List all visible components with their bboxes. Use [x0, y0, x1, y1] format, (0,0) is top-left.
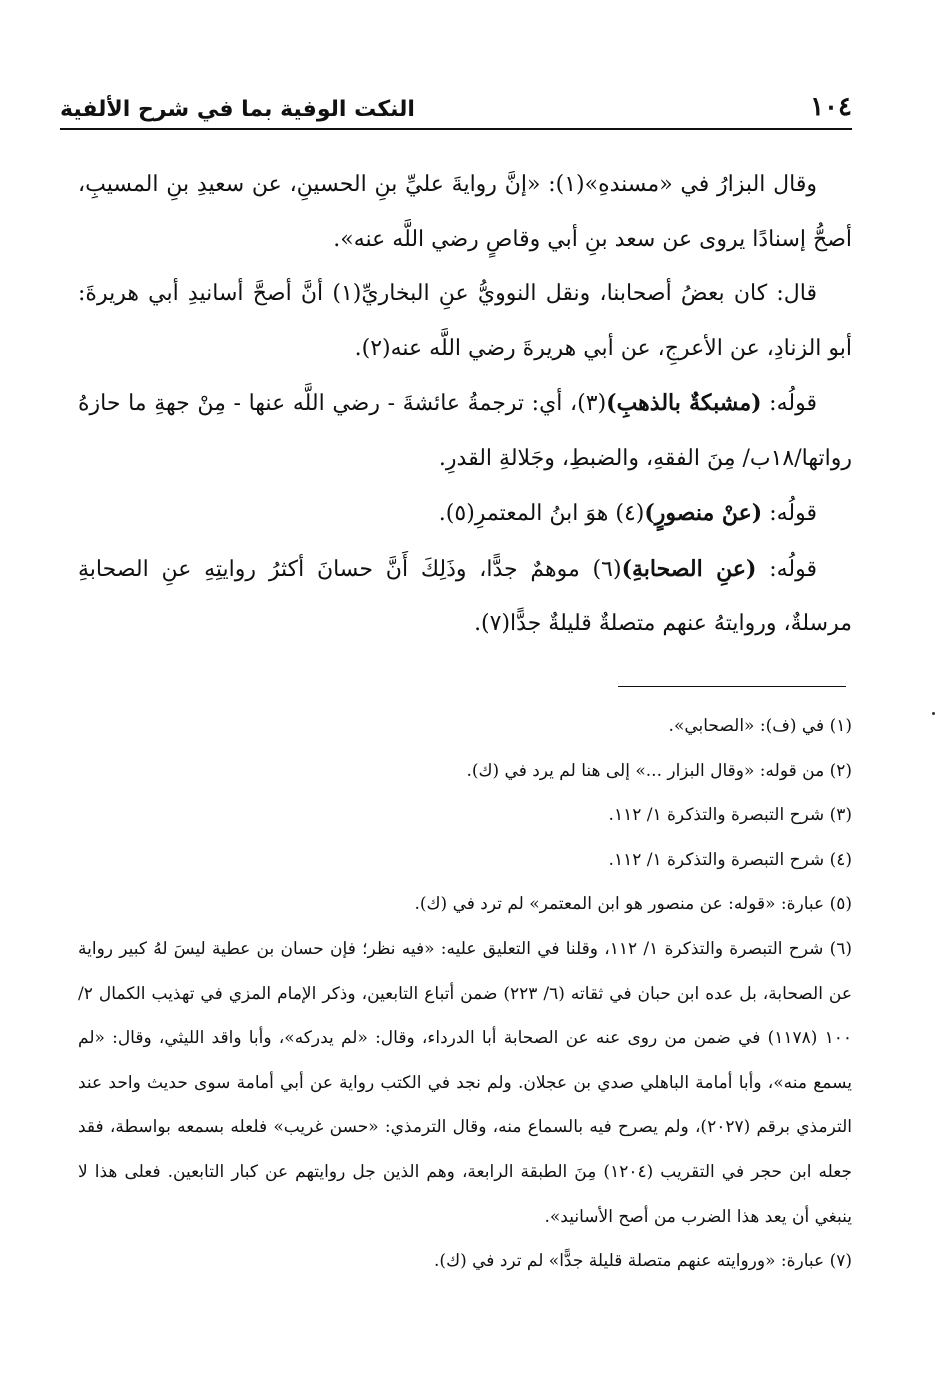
quote-lead: قولُه:	[761, 391, 817, 416]
footnote-2: (٢) من قوله: «وقال البزار ...» إلى هنا لم يرد في (ك).	[466, 760, 852, 781]
commentary-text: (٣)، أي: ترجمةُ عائشةَ - رضي اللَّه عنها - مِنْ جهةِ ما حازهُ رواتها/١٨ب/ مِنَ الفقهِ، والضبطِ، وجَلالةِ القدرِ.	[78, 391, 852, 471]
paragraph-sahaba	[78, 542, 852, 652]
commentary-text: (٤) هوَ ابنُ المعتمرِ(٥).	[438, 501, 645, 526]
footnote-3: (٣) شرح التبصرة والتذكرة ١/ ١١٢.	[608, 805, 852, 826]
quote-lead: قولُه:	[762, 501, 817, 526]
header-rule	[60, 128, 852, 130]
paragraph-mansur	[78, 486, 852, 542]
footnotes	[78, 704, 852, 1284]
footnote-5: (٥) عبارة: «قوله: عن منصور هو ابن المعتمر» لم ترد في (ك).	[414, 894, 852, 915]
footnote-1: (١) في (ف): «الصحابي».	[668, 716, 852, 736]
quoted-phrase: (مشبكةٌ بالذهبِ)	[606, 390, 762, 416]
footnote-6: (٦) شرح التبصرة والتذكرة ١/ ١١٢، وقلنا في التعليق عليه: «فيه نظر؛ فإن حسان بن عطية ليسَ لهُ كبير رواية عن الصحابة، بل عده ابن حبان في ثقاته (٦/ ٢٢٣) ضمن أتباع التابعين، وذكر الإمام المزي في تهذيب الكمال ٢/ ١٠٠ (١١٧٨) في ضمن من روى عنه عن الصحابة أبا الدرداء، وقال: «لم يدركه»، وأبا واقد الليثي، وقال: «لم يسمع منه»، وأبا أمامة الباهلي صدي بن عجلان. ولم نجد في الكتب رواية عن أبي أمامة سوى حديث واحد عند الترمذي برقم (٢٠٢٧)، ولم يصرح فيه بالسماع منه، وقال الترمذي: «حسن غريب» فلعله بسمعه بواسطة، فقد جعله ابن حجر في التقريب (١٢٠٤) مِنَ الطبقة الرابعة، وهم الذين جل روايتهم عن كبار التابعين. فعلى هذا لا ينبغي أن يعد هذا الضرب من أصح الأسانيد».	[78, 938, 853, 1227]
paragraph-abu-hurayra: قال: كان بعضُ أصحابنا، ونقل النوويُّ عنِ البخاريِّ(١) أنَّ أصحَّ أسانيدِ أبي هريرةَ: أبو الزنادِ، عن الأعرجِ، عن أبي هريرةَ رضي اللَّه عنه(٢).	[78, 281, 852, 361]
paragraph-aisha	[78, 376, 852, 486]
page-number: ١٠٤	[810, 92, 852, 122]
running-header	[60, 82, 852, 122]
book-title: النكت الوفية بما في شرح الألفية	[60, 97, 415, 122]
footnote-4: (٤) شرح التبصرة والتذكرة ١/ ١١٢.	[608, 849, 852, 870]
quoted-phrase: (عنِ الصحابةِ)	[621, 555, 757, 582]
quote-lead: قولُه:	[756, 556, 817, 582]
paragraph-bazzar: وقال البزارُ في «مسندهِ»(١): «إنَّ روايةَ عليِّ بنِ الحسينِ، عن سعيدِ بنِ المسيبِ، أصحُّ إسنادًا يروى عن سعد بنِ أبي وقاصٍ رضي اللَّه عنه».	[78, 172, 852, 252]
scan-speck	[932, 712, 935, 715]
main-text	[78, 158, 852, 652]
quoted-phrase: (عنْ منصورٍ)	[644, 500, 763, 526]
footnote-7: (٧) عبارة: «وروايته عنهم متصلة قليلة جدًّا» لم ترد في (ك).	[434, 1251, 852, 1272]
footnote-separator	[618, 686, 846, 687]
commentary-text: (٦) موهمٌ جدًّا، وذَلِكَ أَنَّ حسانَ أكثرُ روايتِهِ عنِ الصحابةِ مرسلةٌ، وروايتهُ عنهم متصلةٌ قليلةٌ جدًّا(٧).	[78, 556, 852, 636]
